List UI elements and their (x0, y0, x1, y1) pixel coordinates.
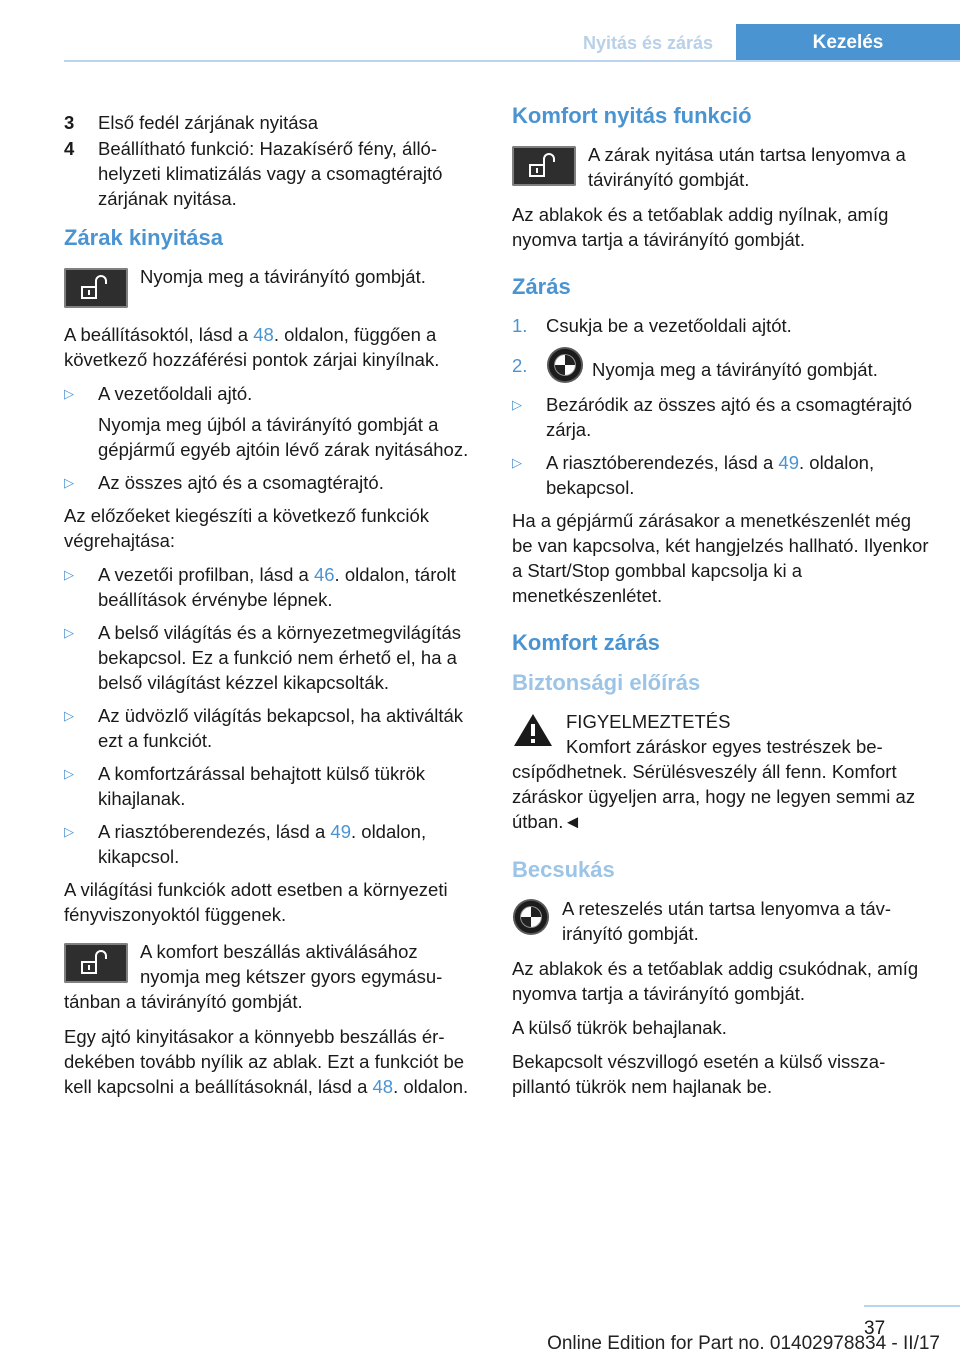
header-chapter-tab: Kezelés (736, 24, 960, 62)
right-column (512, 102, 930, 1108)
footer-rule (864, 1305, 960, 1307)
header-section-title: Nyitás és zárás (582, 33, 714, 53)
list-item: ▷ Bezáródik az összes ajtó és a csomagtérajtó zárja. (512, 394, 913, 440)
left-column (64, 110, 480, 1108)
list-item (64, 110, 480, 135)
section-title-comfort-close: Komfort zárás (512, 630, 660, 655)
list-item: 1. Csukja be a vezetőoldali ajtót. (512, 315, 792, 336)
bullet-icon: ▷ (64, 824, 74, 839)
windows-close-paragraph: Az ablakok és a tetőablak addig csukódnak, amíg nyomva tartja a távirányító gombját. (512, 958, 919, 1004)
section-title-safety: Biztonsági előírás (512, 670, 701, 695)
door-paragraph: Egy ajtó kinyitásakor a könnyebb beszállás érdekében tovább nyílik az ablak. Ezt a funkciót be kell kapcsolni a beállításoknál, lásd a 48. oldalon. (64, 1026, 469, 1097)
section-title-lock: Zárás (512, 274, 571, 299)
ready-paragraph: Ha a gépjármű zárásakor a menetkészenlét még be van kapcsolva, két hangjelzés hallható. Ilyenkor a Start/Stop gombbal kapcsolja ki a menetkészenlétet. (512, 510, 929, 606)
page-link[interactable]: 48 (372, 1076, 394, 1097)
unlock-icon-text: Nyomja meg a távirányító gombját. (140, 266, 426, 287)
unlock-button-icon (64, 268, 128, 308)
list-item: ▷ A vezetői profilban, lásd a 46. oldalon, tárolt beállítások érvénybe lépnek. (64, 564, 456, 610)
warning-block (512, 709, 930, 834)
list-item: ▷ A riasztóberendezés, lásd a 49. oldalon, kikapcsol. (64, 821, 427, 867)
page-link[interactable]: 46 (313, 564, 335, 585)
hazard-paragraph: Bekapcsolt vészvillogó esetén a külső visszapillantó tükrök nem hajlanak be. (512, 1051, 886, 1097)
bullet-icon: ▷ (512, 397, 522, 412)
step-number: 2. (512, 354, 528, 376)
warning-text: Komfort záráskor egyes testrészek becsípődhetnek. Sérülésveszély áll fenn. Komfort záráskor ügyeljen arra, hogy ne legyen semmi az útban.◄ (512, 736, 916, 832)
unlock-button-icon (512, 146, 576, 186)
list-item: 2. Nyomja meg a távirányító gombját. (512, 346, 930, 384)
list-item: ▷ Az összes ajtó és a csomagtérajtó. (64, 472, 384, 493)
bullet-icon: ▷ (64, 386, 74, 401)
list-item: ▷ A belső világítás és a környezetmegvilágítás bekapcsol. Ez a funkció nem érhető el, ha a belső világítást kézzel kikapcsolták. (64, 622, 461, 693)
bmw-logo-icon (512, 898, 550, 936)
section-title-close: Becsukás (512, 857, 615, 882)
list-item: ▷ A komfortzárással behajtott külső tükrök kihajlanak. (64, 763, 425, 809)
unlock-paragraph: A beállításoktól, lásd a 48. oldalon, függően a következő hozzáférési pontok zárjai kinyílnak. (64, 324, 440, 370)
comfort-entry-block (64, 939, 480, 1014)
mirror-paragraph: A külső tükrök behajlanak. (512, 1017, 727, 1038)
section-title-comfort-open: Komfort nyitás funkció (512, 103, 752, 128)
list-item: ▷ Az üdvözlő világítás bekapcsol, ha aktiválták ezt a funkciót. (64, 705, 464, 751)
windows-open-paragraph: Az ablakok és a tetőablak addig nyílnak, amíg nyomva tartja a távirányító gombját. (512, 204, 889, 250)
bullet-icon: ▷ (512, 455, 522, 470)
bullet-icon: ▷ (64, 625, 74, 640)
close-icon-text: A reteszelés után tartsa lenyomva a távirányító gombját. (562, 898, 892, 944)
comfort-open-text: A zárak nyitása után tartsa lenyomva a távirányító gombját. (588, 144, 906, 190)
close-block (512, 896, 930, 946)
unlock-icon-block (64, 264, 480, 312)
header-rule (64, 60, 960, 62)
list-item: ▷ A vezetőoldali ajtó. Nyomja meg újból a távirányító gombját a gépjármű egyéb ajtóin lévő zárak nyitásához. (64, 383, 469, 460)
bullet-icon: ▷ (64, 475, 74, 490)
item-number: 3 (64, 112, 75, 133)
item-text: Első fedél zárjának nyitása (98, 112, 319, 133)
comfort-open-block (512, 142, 930, 192)
list-item: ▷ A riasztóberendezés, lásd a 49. oldalon, bekapcsol. (512, 452, 875, 498)
page-link[interactable]: 48 (253, 324, 274, 345)
warning-icon (512, 711, 554, 749)
bullet-icon: ▷ (64, 766, 74, 781)
unlock-button-icon (64, 943, 128, 983)
bullet-icon: ▷ (64, 708, 74, 723)
page-link[interactable]: 49 (330, 821, 351, 842)
bullet-icon: ▷ (64, 567, 74, 582)
list-item (64, 136, 480, 211)
item-number: 4 (64, 138, 75, 159)
step-number: 1. (512, 315, 528, 336)
warning-label: FIGYELMEZTETÉS (566, 711, 731, 732)
item-text: Beállítható funkció: Hazakísérő fény, állóhelyzeti klimatizálás vagy a csomagtérajtó zárjának nyitása. (98, 138, 443, 209)
comfort-entry-text: A komfort beszállás aktiválásához nyomja meg kétszer gyors egymásutánban a távirányító gombját. (64, 941, 443, 1012)
bmw-logo-icon (546, 346, 584, 384)
footer-edition: Online Edition for Part no. 01402978834 - II/17 (547, 1333, 940, 1354)
page-number: 37 (864, 1318, 886, 1339)
supplement-paragraph: Az előzőeket kiegészíti a következő funkciók végrehajtása: (64, 505, 430, 551)
lighting-paragraph: A világítási funkciók adott esetben a környezeti fényviszonyoktól függenek. (64, 879, 448, 925)
page-link[interactable]: 49 (778, 452, 799, 473)
section-title-unlock: Zárak kinyitása (64, 225, 223, 250)
